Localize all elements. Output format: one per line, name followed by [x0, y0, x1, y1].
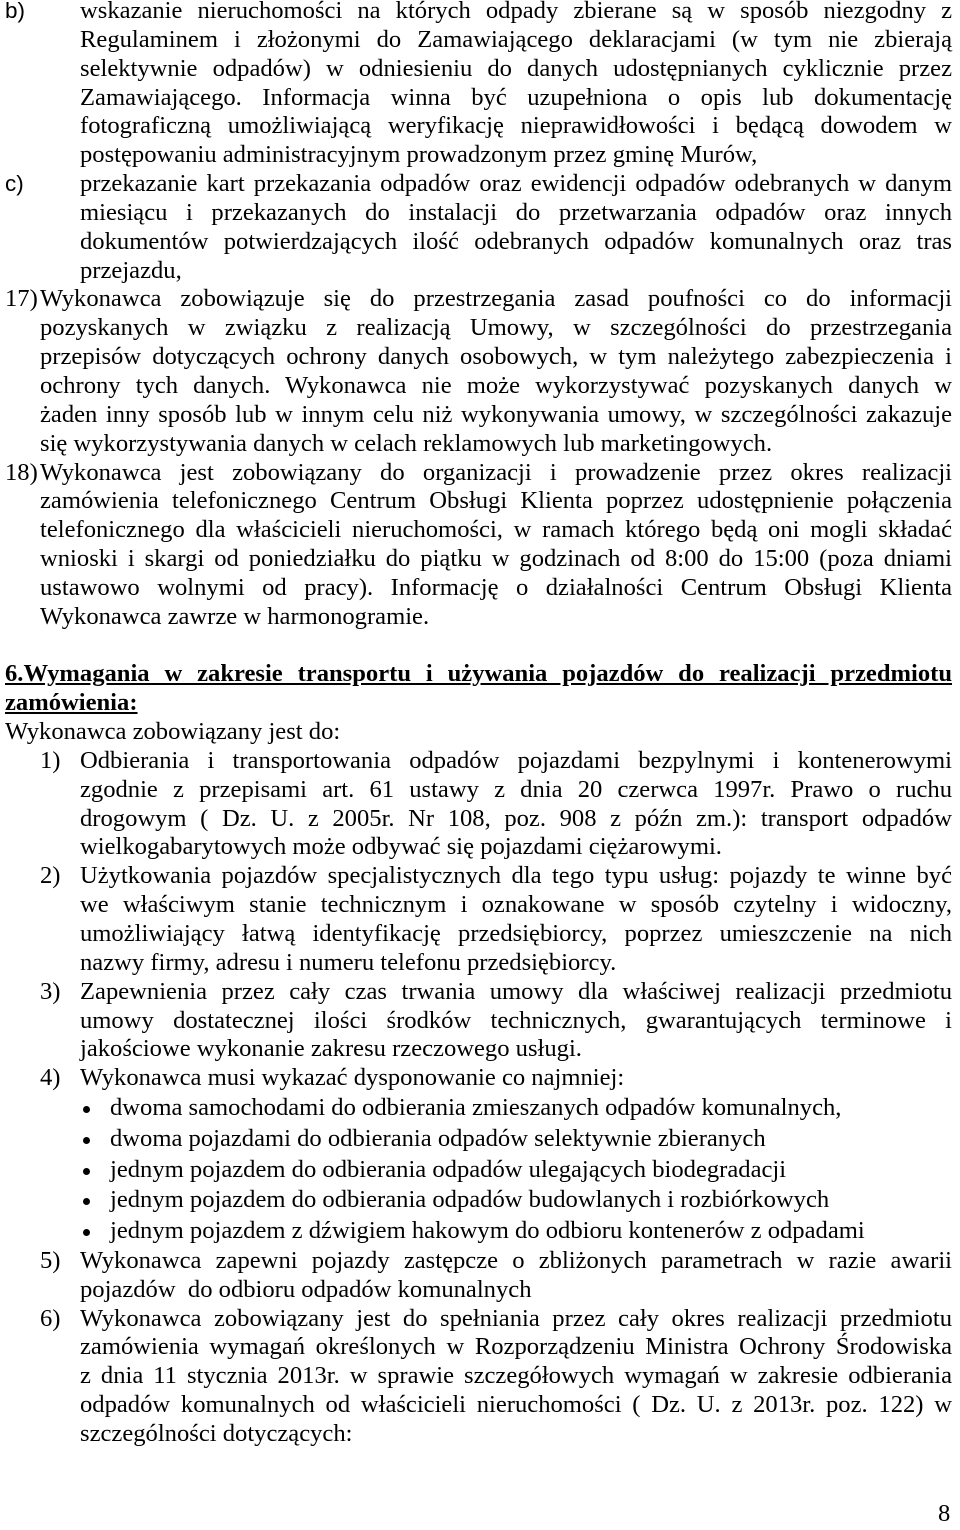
text-line: we właściwym stanie technicznym i oznakowane w sposób czytelny i widoczny,: [80, 891, 952, 919]
bullet-text: dwoma samochodami do odbierania zmieszanych odpadów komunalnych,: [110, 1094, 842, 1122]
bullet-text: jednym pojazdem do odbierania odpadów ulegających biodegradacji: [110, 1155, 787, 1183]
bullet-text: jednym pojazdem z dźwigiem hakowym do odbioru kontenerów z odpadami: [110, 1217, 865, 1245]
text-line: wnioski i skargi od poniedziałku do piątku w godzinach od 8:00 do 15:00 (poza dniami: [40, 545, 952, 573]
item-text: [80, 862, 952, 977]
text-line: drogowym ( Dz. U. z 2005r. Nr 108, poz. 908 z późn zm.): transport odpadów: [80, 804, 952, 832]
item-label: 6): [40, 1304, 61, 1332]
bullet-icon: [83, 1137, 90, 1144]
item-label: 3): [40, 977, 61, 1005]
text-line: umowy dostatecznej ilości środków technicznych, gwarantujących terminowe i: [80, 1006, 952, 1034]
text-line: Wykonawca zobowiązuje się do przestrzegania zasad poufności co do informacji: [40, 285, 952, 313]
text-line: telefonicznego dla właścicieli nieruchomości, w ramach którego będą oni mogli składać: [40, 516, 952, 544]
document-page: [5, 0, 952, 1449]
text-line: się wykorzystywania danych w celach reklamowych lub marketingowych.: [40, 429, 773, 457]
text-line: Regulaminem i złożonymi do Zamawiającego deklaracjami (w tym nie zbierają: [80, 25, 952, 53]
bullet-text: dwoma pojazdami do odbierania odpadów selektywnie zbieranych: [110, 1124, 766, 1152]
item-17: [5, 285, 952, 458]
section-6-item-5: [5, 1247, 952, 1305]
item-label: 4): [40, 1064, 61, 1092]
bullet-icon: [83, 1229, 90, 1236]
text-line: zamówienia:: [5, 689, 138, 717]
section-6-intro: Wykonawca zobowiązany jest do:: [5, 718, 341, 746]
item-c: [5, 170, 952, 285]
text-line: pojazdów do odbioru odpadów komunalnych: [80, 1275, 532, 1303]
text-line: wskazanie nieruchomości na których odpady zbierane są w sposób niezgodny z: [80, 0, 952, 24]
text-line: miesiącu i przekazanych do instalacji do przetwarzania odpadów oraz innych: [80, 198, 952, 226]
section-6-heading: [5, 660, 952, 718]
section-6-item-4: [5, 1064, 952, 1247]
text-line: pozyskanych w związku z realizacją Umowy, w szczególności do przestrzegania: [40, 314, 952, 342]
bullet-text: jednym pojazdem do odbierania odpadów budowlanych i rozbiórkowych: [110, 1186, 830, 1214]
bullet-item: [5, 1185, 952, 1216]
item-label: 1): [40, 746, 61, 774]
text-line: Wykonawca musi wykazać dysponowanie co najmniej:: [80, 1064, 625, 1092]
item-label: b): [5, 0, 26, 23]
bullet-item: [5, 1216, 952, 1247]
text-line: odpadów komunalnych od właścicieli nieruchomości ( Dz. U. z 2013r. poz. 122) w: [80, 1391, 952, 1419]
item-text: [80, 978, 952, 1065]
text-line: Odbierania i transportowania odpadów pojazdami bezpylnymi i kontenerowymi: [80, 746, 952, 774]
text-line: Użytkowania pojazdów specjalistycznych dla tego typu usług: pojazdy te winne być: [80, 862, 952, 890]
text-line: zamówienia telefonicznego Centrum Obsługi Klienta poprzez udostępnienie połączenia: [40, 487, 952, 515]
text-line: zamówienia wymagań określonych w Rozporządzeniu Ministra Ochrony Środowiska: [80, 1333, 952, 1361]
item-text: [80, 1064, 952, 1093]
bullet-icon: [83, 1106, 90, 1113]
text-line: selektywnie odpadów) w odniesieniu do danych udostępnianych cyklicznie przez: [80, 54, 952, 82]
item-text: [80, 170, 952, 285]
text-line: postępowaniu administracyjnym prowadzonym przez gminę Murów,: [80, 141, 758, 169]
text-line: przekazanie kart przekazania odpadów oraz ewidencji odpadów odebranych w danym: [80, 170, 952, 198]
section-6-item-1: [5, 747, 952, 862]
item-text: [80, 747, 952, 862]
text-line: Zamawiającego. Informacja winna być uzupełniona o opis lub dokumentację: [80, 83, 952, 111]
item-text: [80, 1305, 952, 1449]
text-line: umożliwiający łatwą identyfikację przedsiębiorcy, poprzez umieszczenie na nich: [80, 920, 952, 947]
text-line: przejazdu,: [80, 256, 182, 284]
text-line: Wykonawca jest zobowiązany do organizacji i prowadzenie przez okres realizacji: [40, 458, 952, 486]
text-line: fotograficzną umożliwiającą weryfikację nieprawidłowości i będącą dowodem w: [80, 112, 952, 140]
item-label: c): [5, 171, 24, 197]
text-line: Zapewnienia przez cały czas trwania umowy dla właściwej realizacji przedmiotu: [80, 977, 952, 1005]
text-line: ustawowo wolnymi od pracy). Informację o działalności Centrum Obsługi Klienta: [40, 573, 952, 601]
bullet-item: [5, 1093, 952, 1124]
item-b: [5, 0, 952, 170]
text-line: nazwy firmy, adresu i numeru telefonu przedsiębiorcy.: [80, 948, 617, 976]
section-6-item-3: [5, 978, 952, 1065]
text-line: szczególności dotyczących:: [80, 1419, 353, 1447]
bullet-icon: [83, 1198, 90, 1205]
item-text: [40, 459, 952, 632]
text-line: zgodnie z przepisami art. 61 ustawy z dnia 20 czerwca 1997r. Prawo o ruchu: [80, 775, 952, 803]
page-number: 8: [938, 1500, 951, 1527]
text-line: ochrony tych danych. Wykonawca nie może wykorzystywać pozyskanych danych w: [40, 371, 952, 399]
text-line: z dnia 11 stycznia 2013r. w sprawie szczegółowych wymagań w zakresie odbierania: [80, 1362, 952, 1390]
bullet-item: [5, 1155, 952, 1186]
text-line: dokumentów potwierdzających ilość odebranych odpadów komunalnych oraz tras: [80, 227, 952, 255]
item-label: 5): [40, 1246, 61, 1274]
text-line: Wykonawca zobowiązany jest do spełniania przez cały okres realizacji przedmiotu: [80, 1304, 952, 1332]
text-line: Wykonawca zapewni pojazdy zastępcze o zbliżonych parametrach w razie awarii: [80, 1246, 952, 1274]
section-6-item-6: [5, 1305, 952, 1449]
text-line: przepisów dotyczących ochrony danych osobowych, w tym należytego zabezpieczenia i: [40, 343, 952, 371]
item-label: 2): [40, 862, 61, 890]
item-text: [80, 1247, 952, 1305]
item-text: [40, 285, 952, 458]
bullet-icon: [83, 1168, 90, 1175]
text-line: Wykonawca zawrze w harmonogramie.: [40, 602, 430, 630]
text-line: żaden inny sposób lub w innym celu niż wykonywania umowy, w szczególności zakazuje: [40, 400, 952, 428]
item-18: [5, 459, 952, 632]
blank-line: [5, 632, 952, 661]
text-line: jakościowe wykonanie zakresu rzeczowego usługi.: [80, 1035, 582, 1063]
bullet-list: [5, 1093, 952, 1247]
bullet-item: [5, 1124, 952, 1155]
item-text: [80, 0, 952, 170]
item-label: 17): [5, 285, 38, 313]
text-line: 6.Wymagania w zakresie transportu i używania pojazdów do realizacji przedmiotu: [5, 660, 952, 688]
text-line: wielkogabarytowych może odbywać się pojazdami ciężarowymi.: [80, 833, 722, 861]
section-6-item-2: [5, 862, 952, 977]
item-label: 18): [5, 458, 38, 486]
